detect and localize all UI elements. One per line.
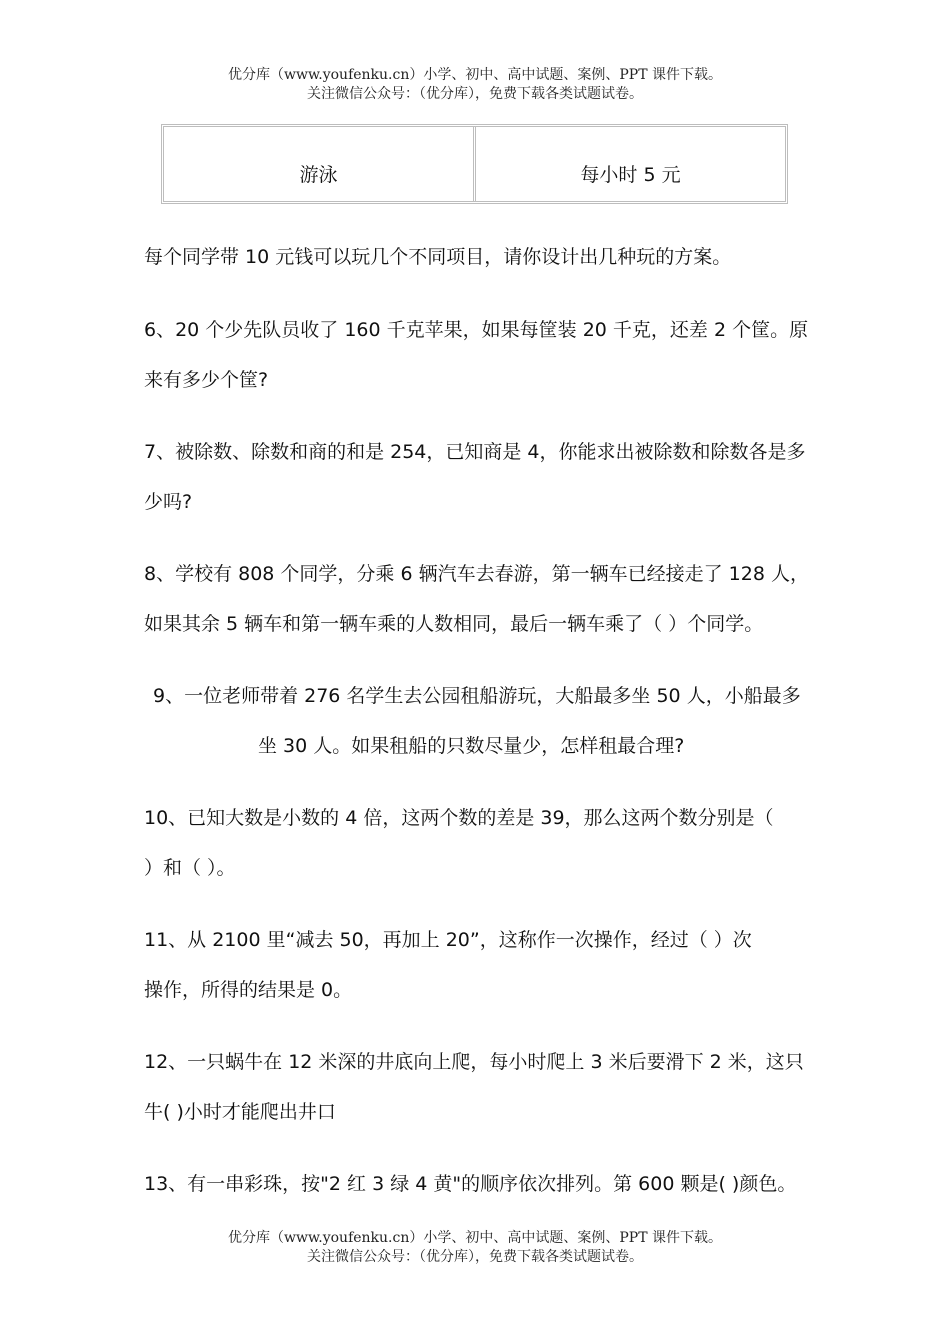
question-12-line-2: 牛( )小时才能爬出井口: [144, 1101, 336, 1123]
price-table: [161, 124, 788, 204]
question-8-line-1: 8、学校有 808 个同学，分乘 6 辆汽车去春游，第一辆车已经接走了 128 人，: [144, 563, 809, 585]
page-footer: [0, 1229, 950, 1267]
question-11-line-2: 操作，所得的结果是 0。: [144, 979, 353, 1001]
footer-line-1: 优分库（www.youfenku.cn）小学、初中、高中试题、案例、PPT 课件下载。: [227, 1230, 722, 1246]
question-6-line-2: 来有多少个筐?: [144, 369, 269, 391]
question-9-line-1: 9、一位老师带着 276 名学生去公园租船游玩，大船最多坐 50 人，小船最多: [153, 685, 801, 707]
question-8-line-2: 如果其余 5 辆车和第一辆车乘的人数相同，最后一辆车乘了（ ）个同学。: [144, 613, 764, 635]
table-cell-activity: 游泳: [164, 127, 476, 201]
question-7-line-2: 少吗?: [144, 491, 193, 513]
question-6-line-1: 6、20 个少先队员收了 160 千克苹果，如果每筐装 20 千克，还差 2 个筐。原: [144, 319, 809, 341]
question-12-line-1: 12、一只蜗牛在 12 米深的井底向上爬，每小时爬上 3 米后要滑下 2 米，这只: [144, 1051, 804, 1073]
page-header: [0, 66, 950, 104]
question-7-line-1: 7、被除数、除数和商的和是 254，已知商是 4，你能求出被除数和除数各是多: [144, 441, 806, 463]
header-line-2: 关注微信公众号：（优分库），免费下载各类试题试卷。: [307, 86, 643, 102]
question-5-tail: 每个同学带 10 元钱可以玩几个不同项目，请你设计出几种玩的方案。: [144, 246, 732, 268]
question-10-line-2: ）和（ ）。: [144, 857, 236, 879]
question-9-line-2: 坐 30 人。如果租船的只数尽量少，怎样租最合理?: [258, 735, 685, 757]
header-line-1: 优分库（www.youfenku.cn）小学、初中、高中试题、案例、PPT 课件下载。: [227, 67, 722, 83]
question-13-line-1: 13、有一串彩珠，按"2 红 3 绿 4 黄"的顺序依次排列。第 600 颗是( )颜色。: [144, 1173, 797, 1195]
table-cell-price: 每小时 5 元: [580, 164, 681, 186]
question-10-line-1: 10、已知大数是小数的 4 倍，这两个数的差是 39，那么这两个数分别是（: [144, 807, 774, 829]
footer-line-2: 关注微信公众号：（优分库），免费下载各类试题试卷。: [307, 1249, 643, 1265]
question-11-line-1: 11、从 2100 里“减去 50，再加上 20”，这称作一次操作，经过（ ）次: [144, 929, 752, 951]
